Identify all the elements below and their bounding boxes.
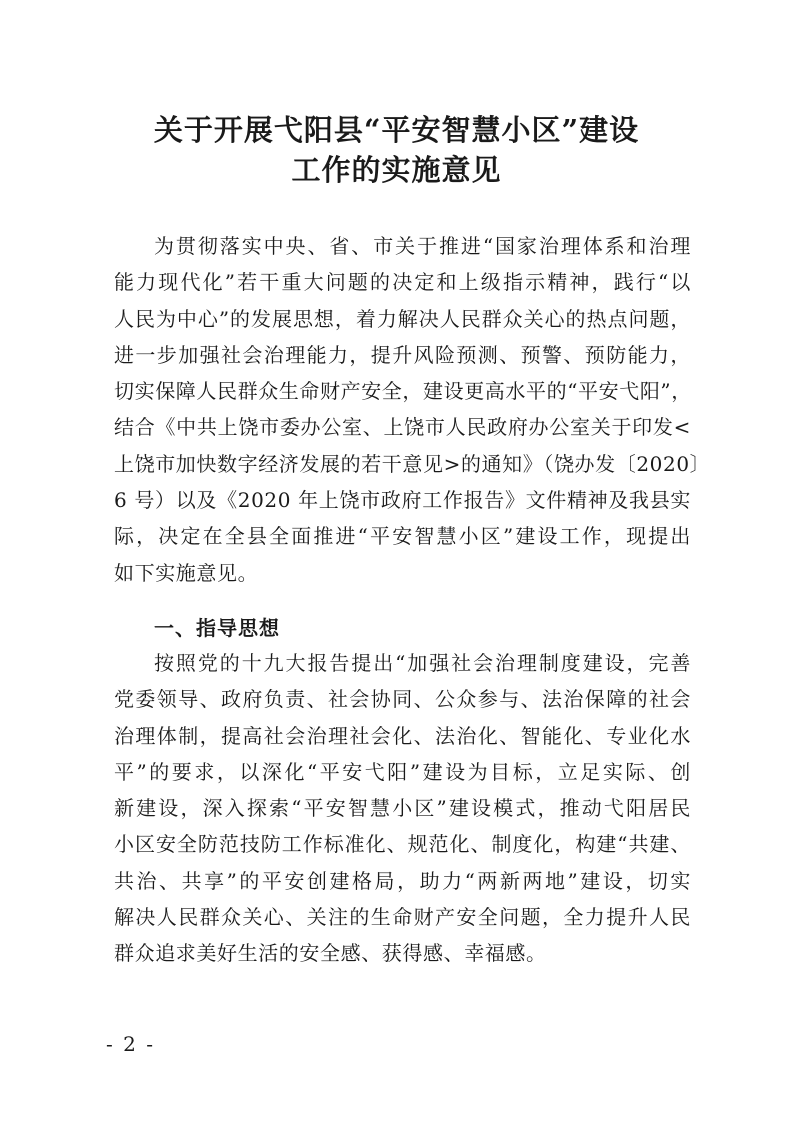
section1-line: 群众追求美好生活的安全感、获得感、幸福感。 — [114, 941, 547, 966]
intro-line: 结合《中共上饶市委办公室、上饶市人民政府办公室关于印发< — [114, 415, 691, 440]
section1-line: 共治、共享”的平安创建格局，助力“两新两地”建设，切实 — [114, 868, 691, 893]
section1-line: 党委领导、政府负责、社会协同、公众参与、法治保障的社会 — [114, 687, 691, 712]
intro-line: 进一步加强社会治理能力，提升风险预测、预警、预防能力， — [114, 342, 691, 367]
page-number: - 2 - — [106, 1032, 155, 1056]
document-title-line-1: 关于开展弋阳县“平安智慧小区”建设 — [153, 113, 640, 147]
intro-line: 上饶市加快数字经济发展的若干意见>的通知》（饶办发〔2020〕 — [114, 451, 711, 476]
section1-line: 按照党的十九大报告提出“加强社会治理制度建设，完善 — [154, 651, 691, 675]
section1-line: 新建设，深入探索“平安智慧小区”建设模式，推动弋阳居民 — [114, 796, 691, 821]
intro-line: 6 号）以及《2020 年上饶市政府工作报告》文件精神及我县实 — [114, 488, 691, 513]
section1-line: 治理体制，提高社会治理社会化、法治化、智能化、专业化水 — [114, 723, 691, 748]
intro-line: 际，决定在全县全面推进“平安智慧小区”建设工作，现提出 — [114, 524, 691, 549]
intro-line: 如下实施意见。 — [114, 560, 259, 585]
section1-line: 小区安全防范技防工作标准化、规范化、制度化，构建“共建、 — [114, 832, 691, 857]
intro-line: 人民为中心”的发展思想，着力解决人民群众关心的热点问题， — [114, 306, 691, 331]
document-title-line-2: 工作的实施意见 — [291, 153, 502, 187]
intro-line: 能力现代化”若干重大问题的决定和上级指示精神，践行“以 — [114, 270, 691, 295]
section1-paragraph — [114, 645, 691, 972]
intro-paragraph — [114, 228, 711, 591]
intro-line: 为贯彻落实中央、省、市关于推进“国家治理体系和治理 — [154, 234, 691, 258]
section1-line: 解决人民群众关心、关注的生命财产安全问题，全力提升人民 — [114, 905, 691, 930]
section-heading-guiding-ideology: 一、指导思想 — [154, 616, 280, 640]
section1-line: 平”的要求，以深化“平安弋阳”建设为目标，立足实际、创 — [114, 759, 691, 784]
intro-line: 切实保障人民群众生命财产安全，建设更高水平的“平安弋阳”， — [114, 379, 692, 404]
